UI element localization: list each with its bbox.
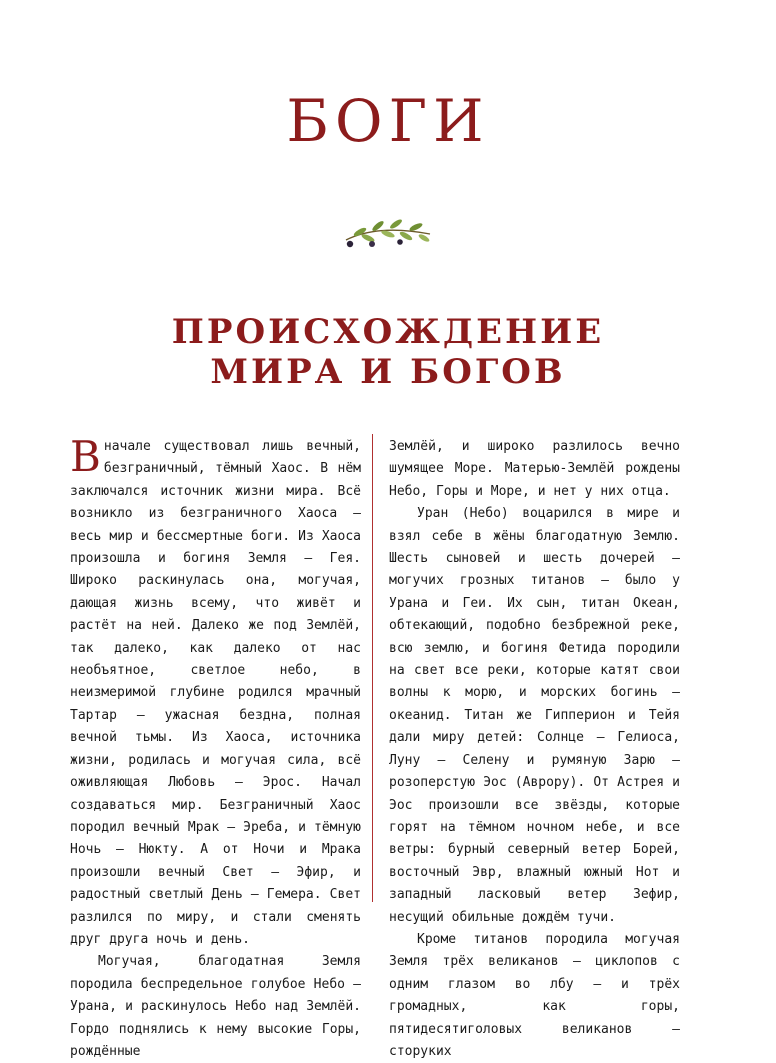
section-title-line1: ПРОИСХОЖДЕНИЕ (171, 312, 605, 352)
column-divider (372, 434, 373, 902)
left-paragraph-1-text: начале существовал лишь вечный, безграничный, тёмный Хаос. В нём заключался источник жизни мира. Всё возникло из безграничного Хаоса — весь мир и бессмертные боги. Из Хаоса произошла и богиня Земля — Гея. Широко раскинулась она, могучая, дающая жизнь всему, что живёт и растёт на ней. Далеко же под Землёй, так далеко, как далеко от нас необъятное, светлое небо, в неизмеримой глубине родился мрачный Тартар — ужасная бездна, полная вечной тьмы. Из Хаоса, источника жизни, родилась и могучая сила, всё оживляющая Любовь — Эрос. Начал создаваться мир. Безграничный Хаос породил вечный Мрак — Эреба, и тёмную Ночь — Нюкту. А от Ночи и Мрака произошли вечный Свет — Эфир, и радостный светлый День — Гемера. Свет разлился по миру, и стали сменять друг друга ночь и день. (70, 439, 361, 947)
section-title-line2: МИРА И БОГОВ (210, 352, 566, 392)
right-paragraph-2: Уран (Небо) воцарился в мире и взял себе в жёны благодатную Землю. Шесть сыновей и шесть дочерей — могучих грозных титанов — было у Урана и Геи. Их сын, титан Океан, обтекающий, подобно безбрежной реке, всю землю, и богиня Фетида породили на свет все реки, которые катят свои волны к морю, и морских богинь — океанид. Титан же Гипперион и Тейя дали миру детей: Солнце — Гелиоса, Луну — Селену и румяную Зарю — розоперстую Эос (Аврору). От Астрея и Эос произошли все звёзды, которые горят на тёмном ночном небе, и все ветры: бурный северный ветер Борей, восточный Эвр, влажный южный Нот и западный ласковый ветер Зефир, несущий обильные дождём тучи. (389, 506, 680, 925)
olive-branch-icon (338, 214, 438, 250)
right-paragraph-3: Кроме титанов породила могучая Земля трёх великанов — циклопов с одним глазом во лбу — и трёх громадных, как горы, пятидесятиголовых великанов — сторуких (389, 931, 680, 1059)
right-column (389, 436, 680, 1063)
right-paragraph-1: Землёй, и широко разлилось вечно шумящее Море. Матерью-Землёй рождены Небо, Горы и Море, и нет у них отца. (389, 439, 680, 499)
chapter-title: БОГИ (286, 87, 490, 155)
left-column (70, 432, 361, 1063)
dropcap: В (70, 432, 101, 481)
left-paragraph-2: Могучая, благодатная Земля породила беспредельное голубое Небо — Урана, и раскинулось Небо над Землёй. Гордо поднялись к нему высокие Горы, рождённые (70, 954, 361, 1059)
section-title (0, 312, 776, 392)
left-paragraph-1 (70, 432, 361, 951)
